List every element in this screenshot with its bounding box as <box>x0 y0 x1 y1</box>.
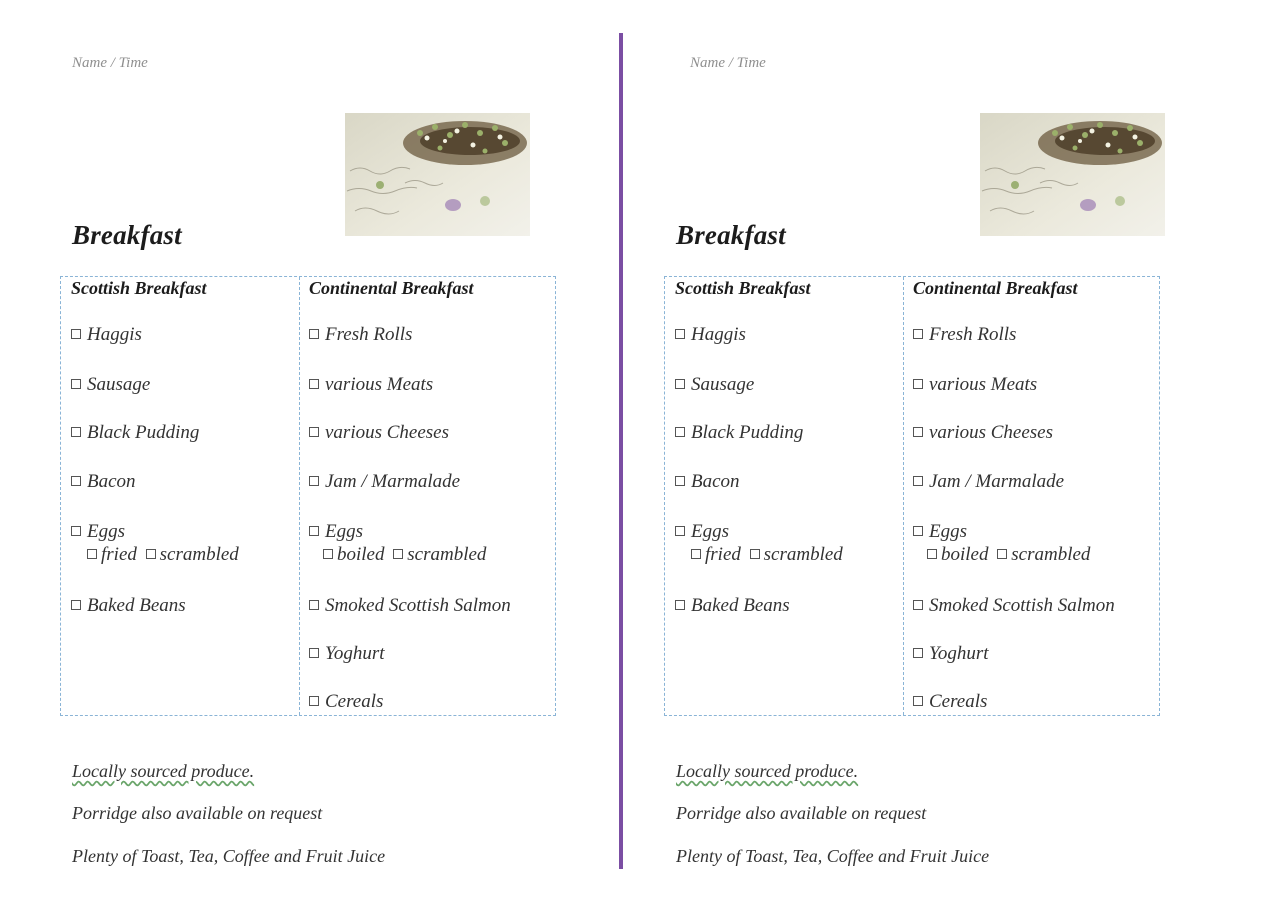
checkbox-icon[interactable] <box>71 476 81 486</box>
checkbox-icon[interactable] <box>927 549 937 559</box>
menu-item[interactable]: Baked Beans <box>675 595 790 617</box>
scottish-column <box>61 277 300 715</box>
menu-item[interactable]: Eggs <box>913 521 967 543</box>
egg-option[interactable]: scrambled <box>159 544 239 565</box>
footer-note: Locally sourced produce. <box>72 761 255 781</box>
checkbox-icon[interactable] <box>913 600 923 610</box>
checkbox-icon[interactable] <box>309 329 319 339</box>
checkbox-icon[interactable] <box>691 549 701 559</box>
menu-item[interactable]: Bacon <box>675 471 740 493</box>
egg-option[interactable]: fried <box>101 544 137 565</box>
menu-item[interactable]: Sausage <box>675 374 754 396</box>
menu-item[interactable]: Fresh Rolls <box>913 324 1016 346</box>
menu-item[interactable]: Haggis <box>675 324 746 346</box>
checkbox-icon[interactable] <box>309 427 319 437</box>
egg-options <box>323 544 486 566</box>
menu-item[interactable]: Smoked Scottish Salmon <box>913 595 1115 617</box>
checkbox-icon[interactable] <box>997 549 1007 559</box>
checkbox-icon[interactable] <box>393 549 403 559</box>
scottish-column <box>665 277 904 715</box>
egg-options <box>691 544 843 566</box>
menu-item[interactable]: Black Pudding <box>675 422 803 444</box>
menu-item[interactable]: various Meats <box>913 374 1037 396</box>
egg-options <box>927 544 1090 566</box>
checkbox-icon[interactable] <box>309 696 319 706</box>
egg-option[interactable]: scrambled <box>407 544 487 565</box>
menu-item[interactable]: Smoked Scottish Salmon <box>309 595 511 617</box>
footer-note: Locally sourced produce. <box>676 761 859 781</box>
menu-item[interactable]: Sausage <box>71 374 150 396</box>
checkbox-icon[interactable] <box>323 549 333 559</box>
checkbox-icon[interactable] <box>309 600 319 610</box>
egg-option[interactable]: boiled <box>337 544 385 565</box>
egg-option[interactable]: scrambled <box>763 544 843 565</box>
egg-option[interactable]: scrambled <box>1011 544 1091 565</box>
checkbox-icon[interactable] <box>675 379 685 389</box>
menu-item[interactable]: Cereals <box>309 691 383 713</box>
checkbox-icon[interactable] <box>913 696 923 706</box>
checkbox-icon[interactable] <box>750 549 760 559</box>
checkbox-icon[interactable] <box>675 329 685 339</box>
checkbox-icon[interactable] <box>309 648 319 658</box>
menu-item[interactable]: Jam / Marmalade <box>309 471 460 493</box>
breakfast-card-right <box>604 0 1164 900</box>
egg-option[interactable]: fried <box>705 544 741 565</box>
menu-item[interactable]: Bacon <box>71 471 136 493</box>
menu-item[interactable]: Yoghurt <box>913 643 989 665</box>
egg-option[interactable]: boiled <box>941 544 989 565</box>
checkbox-icon[interactable] <box>71 379 81 389</box>
footer-note: Plenty of Toast, Tea, Coffee and Fruit Juice <box>72 846 386 866</box>
checkbox-icon[interactable] <box>71 526 81 536</box>
egg-options <box>87 544 239 566</box>
menu-item[interactable]: various Cheeses <box>309 422 449 444</box>
column-heading: Scottish Breakfast <box>71 278 207 298</box>
checkbox-icon[interactable] <box>71 329 81 339</box>
menu-table <box>664 276 1160 716</box>
checkbox-icon[interactable] <box>71 600 81 610</box>
continental-column <box>299 277 555 715</box>
name-time-field[interactable]: Name / Time <box>72 55 148 71</box>
menu-item[interactable]: Eggs <box>309 521 363 543</box>
column-heading: Continental Breakfast <box>309 278 474 298</box>
menu-item[interactable]: Yoghurt <box>309 643 385 665</box>
checkbox-icon[interactable] <box>309 476 319 486</box>
checkbox-icon[interactable] <box>913 379 923 389</box>
menu-table <box>60 276 556 716</box>
checkbox-icon[interactable] <box>913 427 923 437</box>
menu-title: Breakfast <box>72 220 182 250</box>
checkbox-icon[interactable] <box>913 526 923 536</box>
checkbox-icon[interactable] <box>913 648 923 658</box>
footer-note: Porridge also available on request <box>676 803 927 823</box>
checkbox-icon[interactable] <box>913 329 923 339</box>
continental-column <box>903 277 1159 715</box>
checkbox-icon[interactable] <box>675 427 685 437</box>
checkbox-icon[interactable] <box>675 526 685 536</box>
menu-item[interactable]: Baked Beans <box>71 595 186 617</box>
checkbox-icon[interactable] <box>913 476 923 486</box>
footer-note: Plenty of Toast, Tea, Coffee and Fruit Juice <box>676 846 990 866</box>
checkbox-icon[interactable] <box>309 526 319 536</box>
checkbox-icon[interactable] <box>71 427 81 437</box>
menu-item[interactable]: Eggs <box>71 521 125 543</box>
menu-item[interactable]: Fresh Rolls <box>309 324 412 346</box>
checkbox-icon[interactable] <box>87 549 97 559</box>
menu-title: Breakfast <box>676 220 786 250</box>
decorative-photo <box>980 113 1165 236</box>
menu-item[interactable]: Black Pudding <box>71 422 199 444</box>
column-heading: Continental Breakfast <box>913 278 1078 298</box>
menu-item[interactable]: various Cheeses <box>913 422 1053 444</box>
decorative-photo <box>345 113 530 236</box>
menu-item[interactable]: Jam / Marmalade <box>913 471 1064 493</box>
menu-item[interactable]: various Meats <box>309 374 433 396</box>
footer-note: Porridge also available on request <box>72 803 323 823</box>
checkbox-icon[interactable] <box>675 476 685 486</box>
column-heading: Scottish Breakfast <box>675 278 811 298</box>
menu-item[interactable]: Cereals <box>913 691 987 713</box>
checkbox-icon[interactable] <box>309 379 319 389</box>
breakfast-card-left <box>0 0 560 900</box>
menu-item[interactable]: Haggis <box>71 324 142 346</box>
menu-item[interactable]: Eggs <box>675 521 729 543</box>
checkbox-icon[interactable] <box>675 600 685 610</box>
checkbox-icon[interactable] <box>146 549 156 559</box>
name-time-field[interactable]: Name / Time <box>690 55 766 71</box>
